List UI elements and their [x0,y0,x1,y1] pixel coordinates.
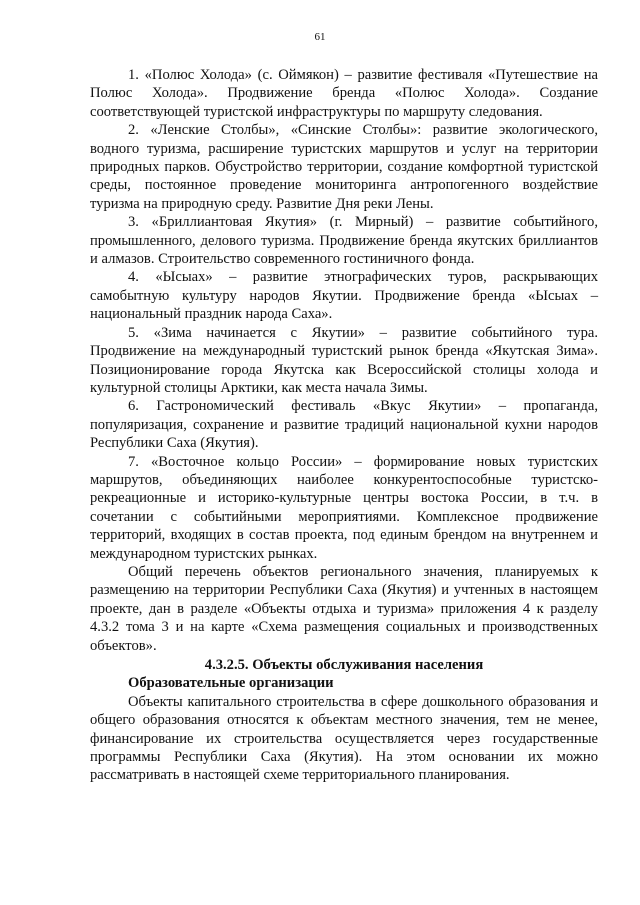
final-paragraph: Объекты капитального строительства в сфере дошкольного образования и общего образования относятся к объектам местного значения, тем не менее, финансирование их строительства осуществляется через государственные программы Республики Саха (Якутия). На этом основании их можно рассматривать в настоящей схеме территориального планирования. [90,693,598,784]
list-item-vostochnoe-koltso: 7. «Восточное кольцо России» – формирование новых туристских маршрутов, объединяющих наиболее конкурентоспособные туристско-рекреационные и историко-культурные центры востока России, в т.ч. в сочетании с событийными мероприятиями. Комплексное продвижение территорий, входящих в состав проекта, под единым брендом на внутреннем и международном туристских рынках. [90,453,598,562]
page-number: 61 [314,31,326,43]
section-heading: 4.3.2.5. Объекты обслуживания населения [204,657,484,673]
page-content [90,66,598,785]
summary-paragraph: Общий перечень объектов регионального значения, планируемых к размещению на территории Республики Саха (Якутия) и учтенных в настоящем проекте, дан в разделе «Объекты отдыха и туризма» приложения 4 к разделу 4.3.2 тома 3 и на карте «Схема размещения социальных и производственных объектов». [90,563,598,654]
list-item-vkus-yakutii: 6. Гастрономический фестиваль «Вкус Якутии» – пропаганда, популяризация, сохранение и развитие традиций национальной кухни народов Республики Саха (Якутия). [90,398,598,452]
list-item-polus-holoda: 1. «Полюс Холода» (с. Оймякон) – развитие фестиваля «Путешествие на Полюс Холода». Продвижение бренда «Полюс Холода». Создание соответствующей туристской инфраструктуры по маршруту следования. [90,67,598,120]
list-item-lenskie-stolby: 2. «Ленские Столбы», «Синские Столбы»: развитие экологического, водного туризма, расширение туристских маршрутов и услуг на территории природных парков. Обустройство территории, создание комфортной туристской среды, постоянное проведение мониторинга антропогенного воздействие туризма на природную среду. Развитие Дня реки Лены. [90,122,598,212]
list-item-zima: 5. «Зима начинается с Якутии» – развитие событийного тура. Продвижение на международный туристский рынок бренда «Якутская Зима». Позиционирование города Якутска как Всероссийской столицы холода и культурной столицы Арктики, как места начала Зимы. [90,324,598,396]
list-item-ysyakh: 4. «Ысыах» – развитие этнографических туров, раскрывающих самобытную культуру народов Якутии. Продвижение бренда «Ысыах – национальный праздник народа Саха». [90,269,598,323]
list-item-brilliantovaya-yakutiya: 3. «Бриллиантовая Якутия» (г. Мирный) – развитие событийного, промышленного, делового туризма. Продвижение бренда якутских бриллиантов и алмазов. Строительство современного гостиничного фонда. [90,214,598,268]
subsection-heading: Образовательные организации [128,675,334,692]
